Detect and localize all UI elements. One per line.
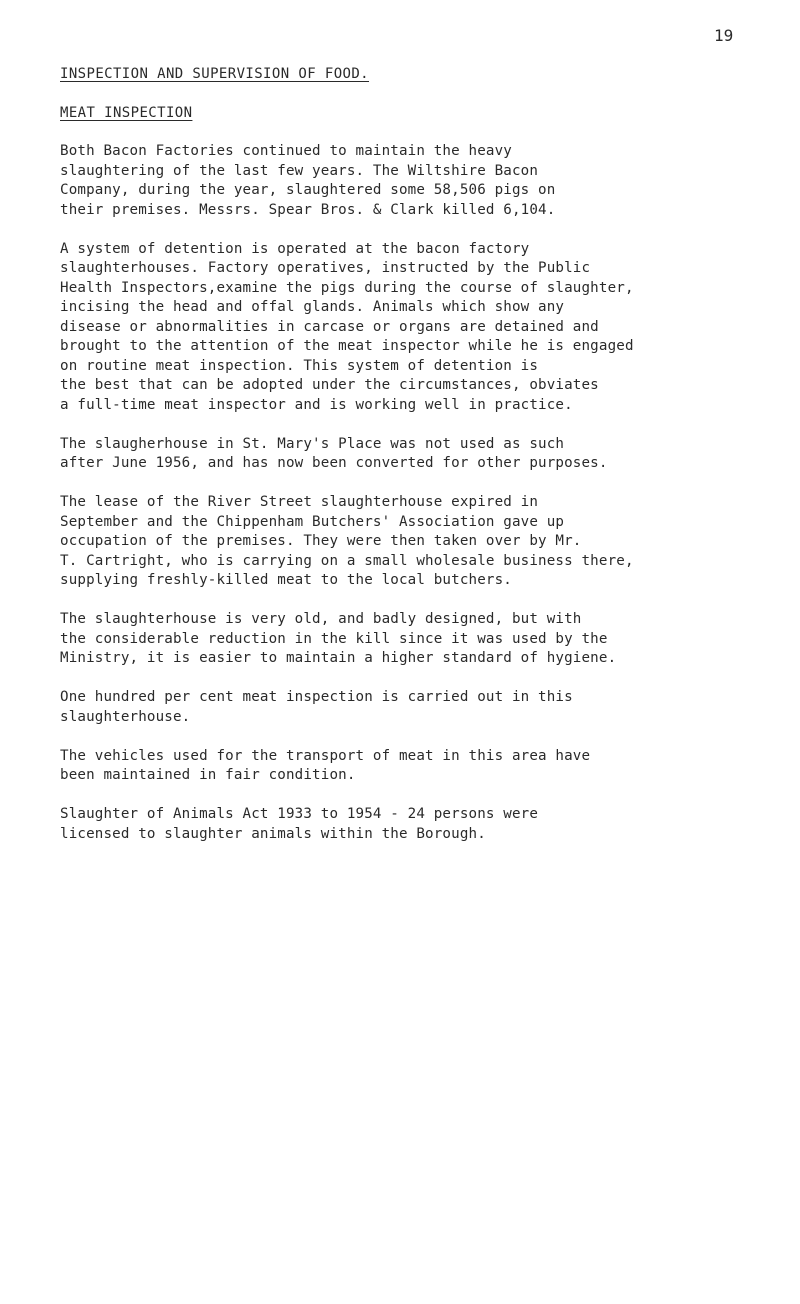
paragraph-vehicles: The vehicles used for the transport of meat in this area have been maintained in fair condition. (60, 747, 591, 783)
body-text (60, 142, 780, 864)
paragraph-detention-system: A system of detention is operated at the bacon factory slaughterhouses. Factory operatives, instructed by the Public Health Inspectors,examine the pigs during the course of slaughter, incising the head and offal glands. Animals which show any disease or abnormalities in carcase or organs are detained and brought to the attention of the meat inspector while he is engaged on routine meat inspection. This system of detention is the best that can be adopted under the circumstances, obviates a full-time meat inspector and is working well in practice. (60, 240, 634, 413)
paragraph-slaughterhouse-hygiene: The slaughterhouse is very old, and badly designed, but with the considerable reduction in the kill since it was used by the Ministry, it is easier to maintain a higher standard of hygiene. (60, 611, 617, 666)
paragraph-bacon-factories: Both Bacon Factories continued to maintain the heavy slaughtering of the last few years. The Wiltshire Bacon Company, during the year, slaughtered some 58,506 pigs on their premises. Messrs. Spear Bros. & Clark killed 6,104. (60, 143, 556, 218)
subsection-heading: MEAT INSPECTION (60, 105, 193, 121)
paragraph-meat-inspection: One hundred per cent meat inspection is carried out in this slaughterhouse. (60, 689, 573, 725)
paragraph-slaughter-act: Slaughter of Animals Act 1933 to 1954 - 24 persons were licensed to slaughter animals within the Borough. (60, 806, 539, 842)
page-number: 19 (714, 26, 734, 45)
paragraph-st-marys-place: The slaugherhouse in St. Mary's Place was not used as such after June 1956, and has now been converted for other purposes. (60, 435, 608, 471)
section-heading: INSPECTION AND SUPERVISION OF FOOD. (60, 66, 370, 82)
paragraph-river-street-lease: The lease of the River Street slaughterhouse expired in September and the Chippenham Butchers' Association gave up occupation of the premises. They were then taken over by Mr. T. Cartright, who is carrying on a small wholesale business there, supplying freshly-killed meat to the local butchers. (60, 494, 634, 588)
